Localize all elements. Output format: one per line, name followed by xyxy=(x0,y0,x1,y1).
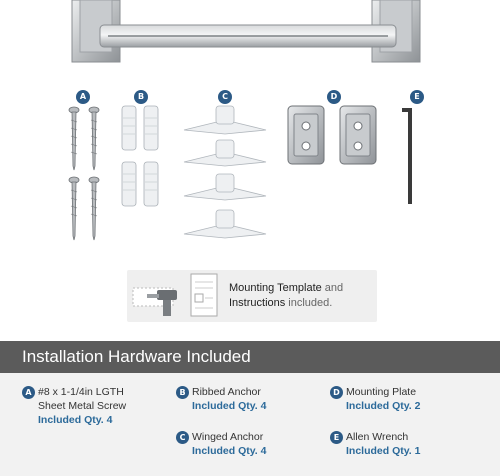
item-a-line1: #8 x 1-1/4in LGTH xyxy=(38,386,124,398)
towel-bar-image xyxy=(0,0,500,80)
allen-wrench-image xyxy=(398,104,428,214)
item-b-qty: Included Qty. 4 xyxy=(192,400,267,412)
item-d-text xyxy=(346,385,420,413)
item-a-text xyxy=(38,385,126,427)
screws-image xyxy=(58,104,118,254)
item-d-qty: Included Qty. 2 xyxy=(346,400,421,412)
item-c-qty: Included Qty. 4 xyxy=(192,445,267,457)
callout-line2-bold: Instructions xyxy=(229,297,286,309)
winged-anchors-image xyxy=(180,100,270,250)
item-b-text xyxy=(192,385,266,413)
part-c-label: C xyxy=(218,90,232,104)
item-b-line1: Ribbed Anchor xyxy=(192,386,261,398)
mounting-plates-image xyxy=(284,104,384,174)
drill-template-icon xyxy=(127,270,227,322)
part-b-label: B xyxy=(134,90,148,104)
item-a-qty: Included Qty. 4 xyxy=(38,414,113,426)
item-c-badge: C xyxy=(176,431,189,444)
ribbed-anchors-image xyxy=(118,104,168,214)
item-c-line1: Winged Anchor xyxy=(192,431,264,443)
mounting-template-callout xyxy=(127,270,377,322)
item-b-badge: B xyxy=(176,386,189,399)
item-a-badge: A xyxy=(22,386,35,399)
hardware-list xyxy=(0,373,500,476)
item-e-line1: Allen Wrench xyxy=(346,431,409,443)
callout-text xyxy=(229,281,374,311)
item-e-qty: Included Qty. 1 xyxy=(346,445,421,457)
item-e-text xyxy=(346,430,420,458)
section-header xyxy=(0,341,500,373)
part-a-label: A xyxy=(76,90,90,104)
item-d-badge: D xyxy=(330,386,343,399)
item-d-line1: Mounting Plate xyxy=(346,386,417,398)
part-e-label: E xyxy=(410,90,424,104)
item-e-badge: E xyxy=(330,431,343,444)
item-a-line2: Sheet Metal Screw xyxy=(38,400,127,412)
item-c-text xyxy=(192,430,266,458)
callout-line1-bold: Mounting Template xyxy=(229,282,322,294)
callout-line1-rest: and xyxy=(321,282,344,294)
callout-line2-rest: included. xyxy=(285,297,333,309)
part-d-label: D xyxy=(327,90,341,104)
section-title: Installation Hardware Included xyxy=(22,347,251,366)
